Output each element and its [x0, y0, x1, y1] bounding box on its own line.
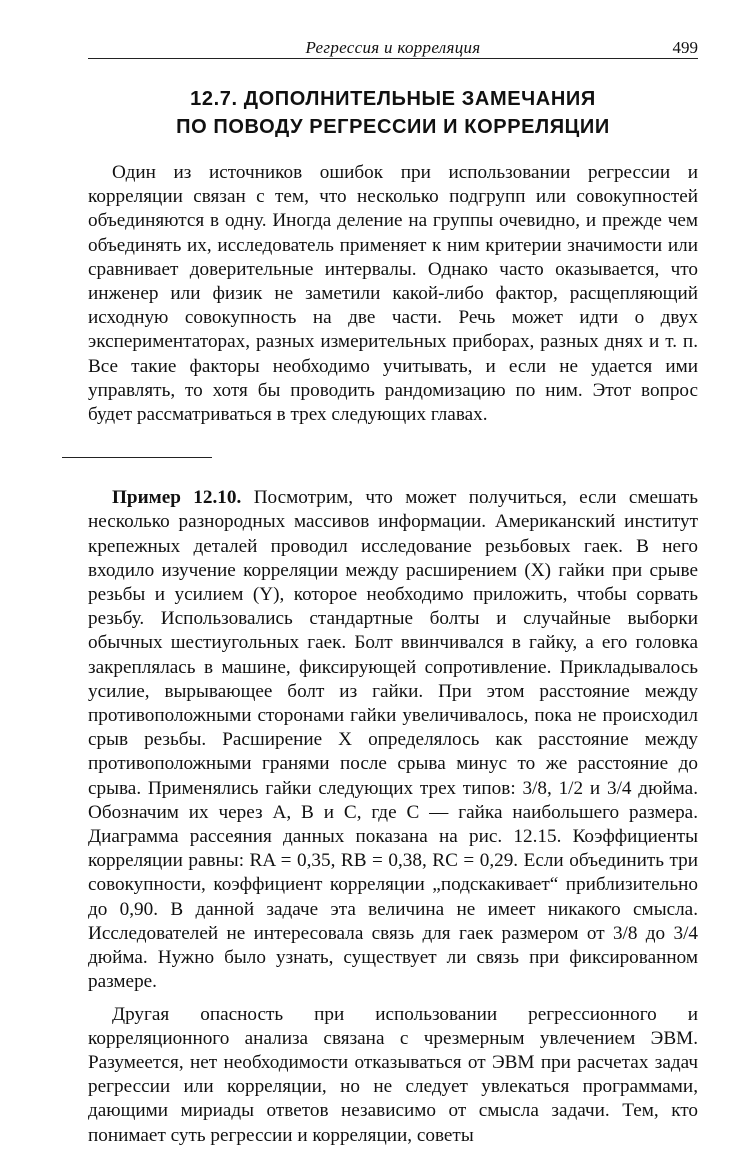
section-heading-line1: 12.7. ДОПОЛНИТЕЛЬНЫЕ ЗАМЕЧАНИЯ — [190, 88, 596, 110]
closing-paragraph: Другая опасность при использовании регрессионного и корреляционного анализа связана с чрезмерным увлечением ЭВМ. Разумеется, нет необходимости отказываться от ЭВМ при расчетах задач регрессии или корреляции, но не следует увлекаться программами, дающими мириады ответов независимо от смысла задачи. Тем, кто понимает суть регрессии и корреляции, советы — [88, 1003, 698, 1146]
running-head — [88, 36, 698, 59]
intro-paragraph: Один из источников ошибок при использовании регрессии и корреляции связан с тем, что несколько подгрупп или совокупностей объединяются в одну. Иногда деление на группы очевидно, и прежде чем объединять их, исследователь применяет к ним критерии значимости или сравнивает доверительные интервалы. Однако часто оказывается, что инженер или физик не заметили какой-либо фактор, расщепляющий исходную совокупность на две части. Речь может идти о двух экспериментаторах, разных измерительных приборах, разных днях и т. п. Все такие факторы необходимо учитывать, и если не удается ими управлять, то хотя бы проводить рандомизацию по ним. Этот вопрос будет рассматриваться в трех следующих главах. — [88, 162, 698, 426]
section-heading-line2: ПО ПОВОДУ РЕГРЕССИИ И КОРРЕЛЯЦИИ — [176, 116, 610, 138]
book-page — [88, 36, 698, 1148]
example-label: Пример 12.10. — [112, 487, 242, 509]
section-heading — [88, 85, 698, 141]
example-paragraph — [88, 486, 698, 994]
example-text: Посмотрим, что может получиться, если смешать несколько разнородных массивов информации. Американский институт крепежных деталей проводил исследование резьбовых гаек. В него входило изучение корреляции между расширением (X) гайки при срыве резьбы и усилием (Y), которое необходимо приложить, чтобы сорвать резьбу. Использовались стандартные болты и случайные выборки обычных шестиугольных гаек. Болт ввинчивался в гайку, а его головка закреплялась в машине, фиксирующей сопротивление. Прикладывалось усилие, вырывающее болт из гайки. При этом расстояние между противоположными сторонами гайки увеличивалось, пока не происходил срыв резьбы. Расширение X определялось как расстояние между противоположными гранями после срыва минус то же расстояние до срыва. Применялись гайки следующих трех типов: 3/8, 1/2 и 3/4 дюйма. Обозначим их через A, B и C, где C — гайка наибольшего размера. Диаграмма рассеяния данных показана на рис. 12.15. Коэффициенты корреляции равны: RA = 0,35, RB = 0,38, RC = 0,29. Если объединить три совокупности, коэффициент корреляции „подскакивает“ приблизительно до 0,90. В данной задаче эта величина не имеет никакого смысла. Исследователей не интересовала связь для гаек размером от 3/8 до 3/4 дюйма. Нужно было узнать, существует ли связь при фиксированном размере. — [88, 487, 698, 993]
separator-rule — [62, 457, 212, 458]
running-head-title: Регрессия и корреляция — [305, 38, 481, 57]
page-number: 499 — [672, 38, 698, 57]
